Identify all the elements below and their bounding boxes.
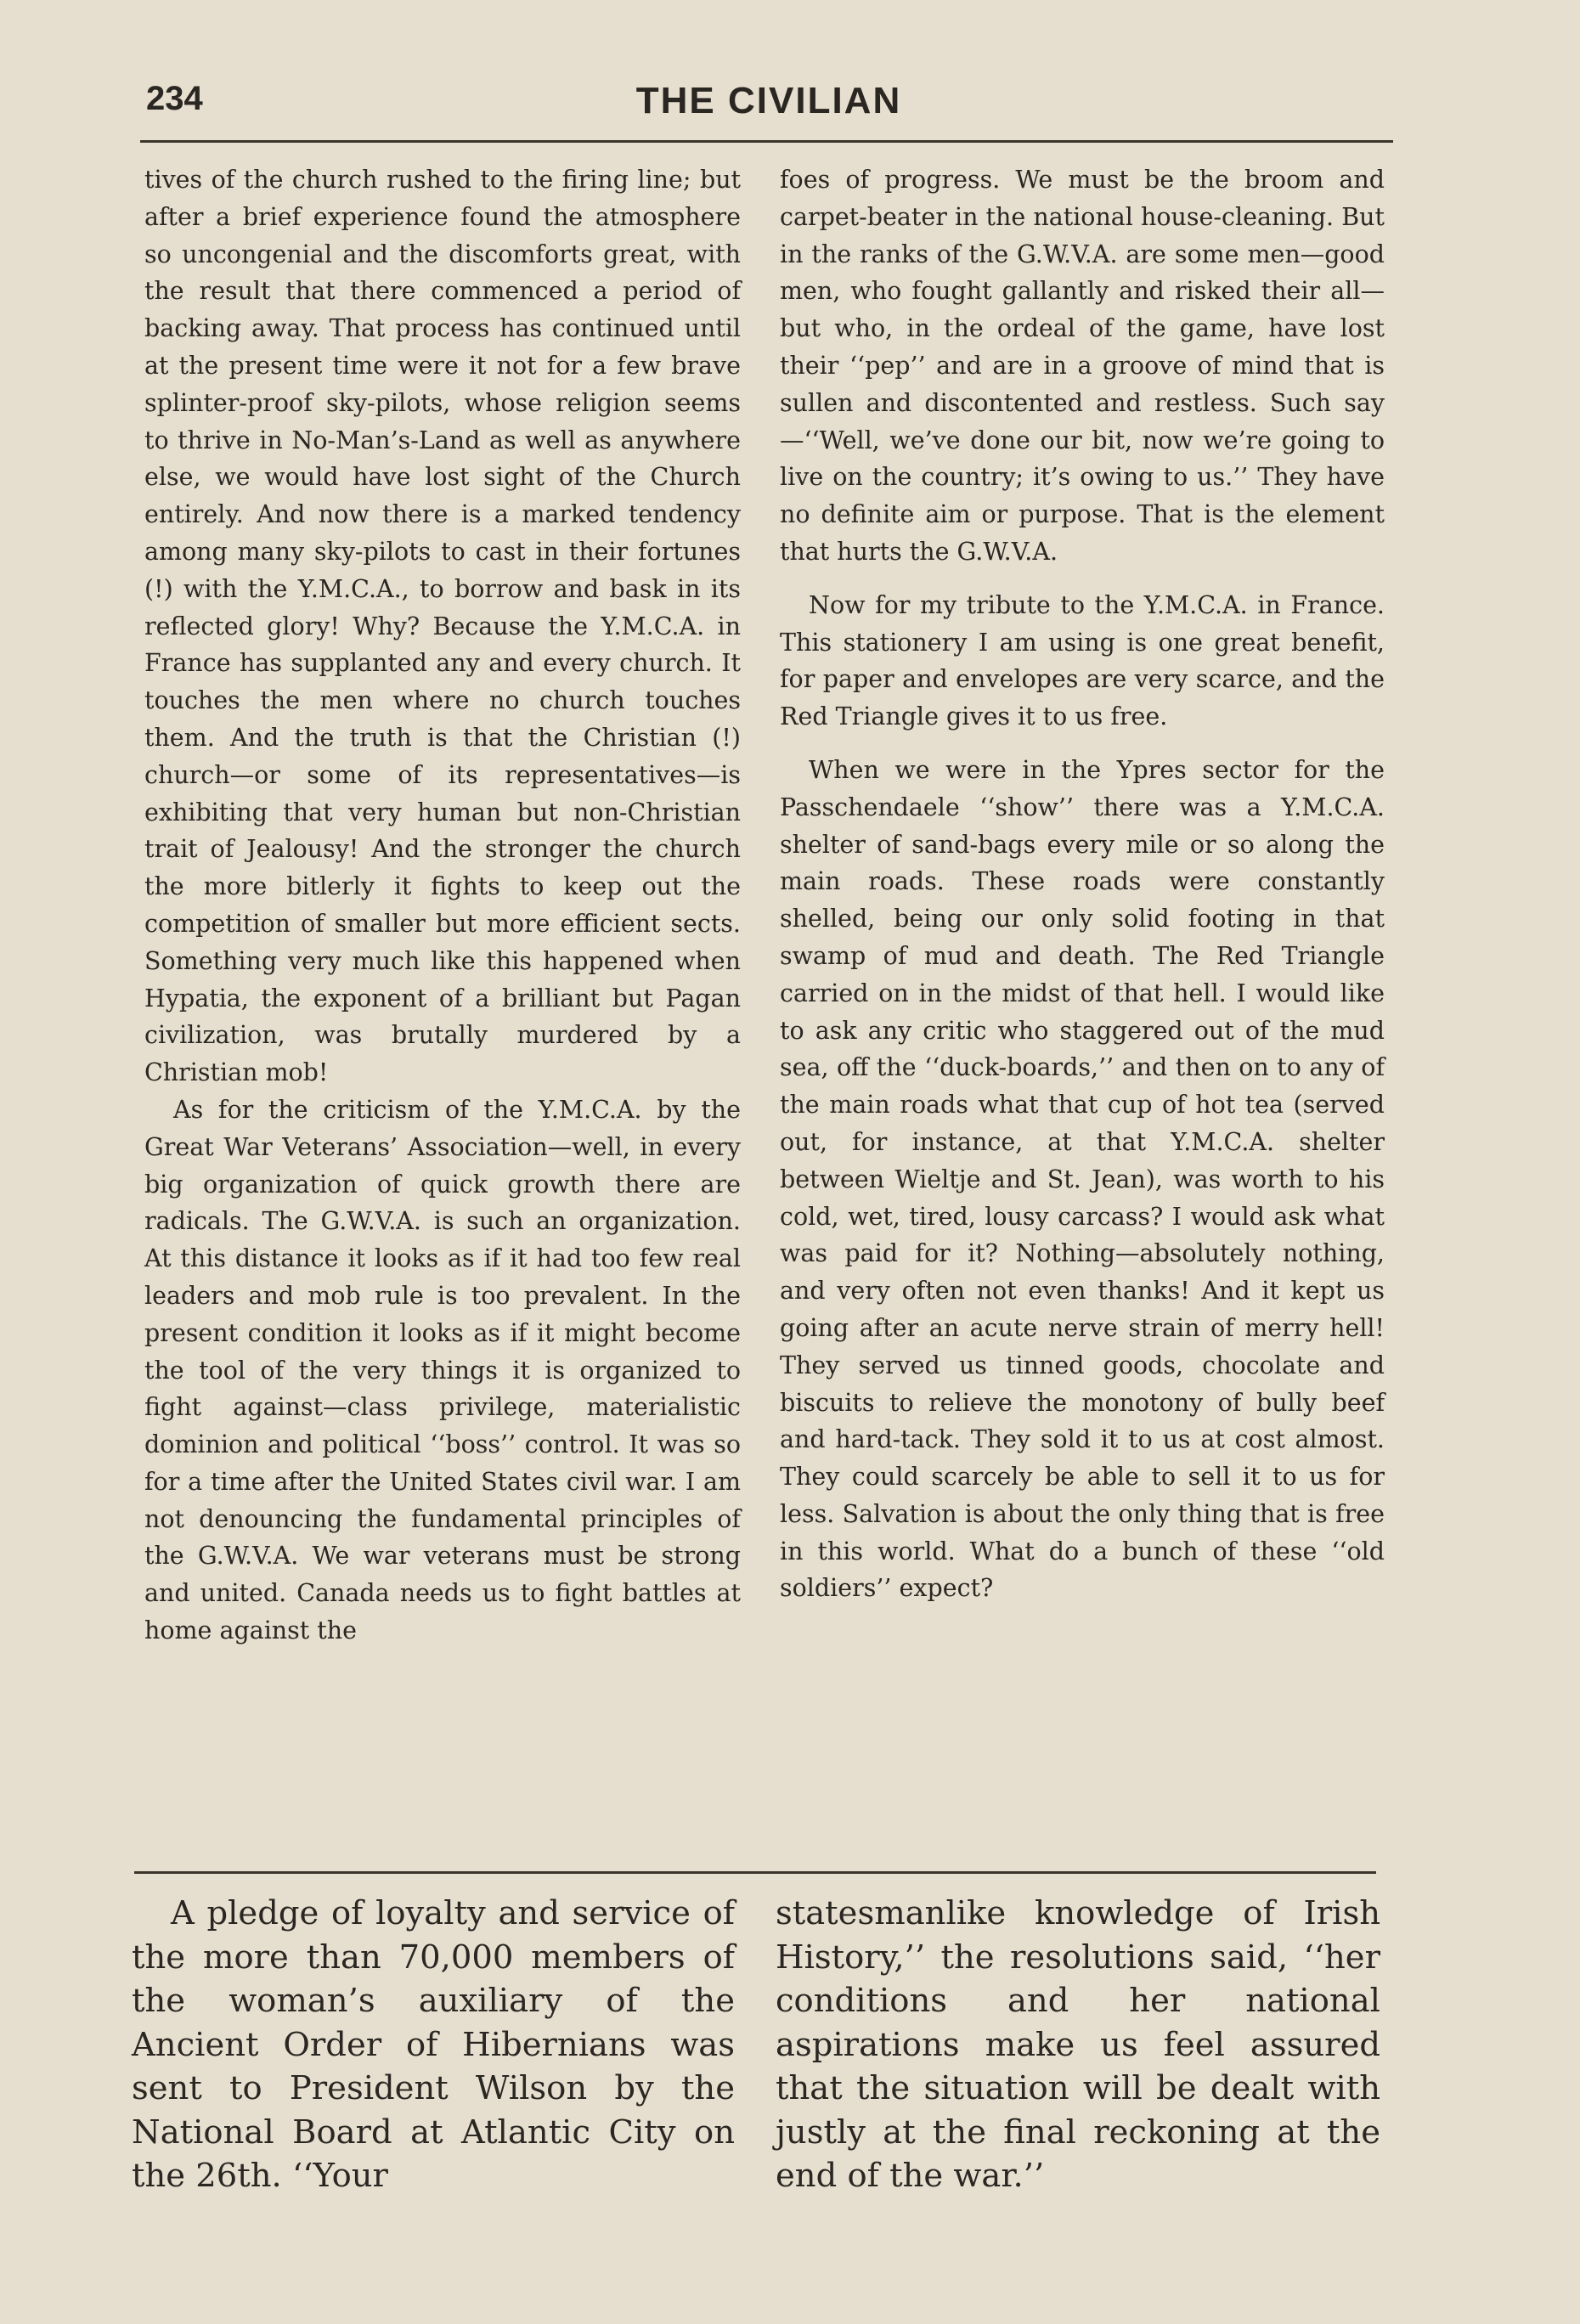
news-paragraph: A pledge of loyalty and service of the more than 70,000 members of the woman’s auxiliary of the Ancient Order of Hibernians was sent to President Wilson by the National Board at Atlantic City on the 26th. ‘‘Your [132, 1894, 735, 2195]
article-paragraph: When we were in the Ypres sector for the Passchendaele ‘‘show’’ there was a Y.M.C.A. shelter of sand-bags every mile or so along the main roads. These roads were constantly shelled, being our only solid footing in that swamp of mud and death. The Red Triangle carried on in the midst of that hell. I would like to ask any critic who staggered out of the mud sea, off the ‘‘duck-boards,’’ and then on to any of the main roads what that cup of hot tea (served out, for instance, at that Y.M.C.A. shelter between Wieltje and St. Jean), was worth to his cold, wet, tired, lousy carcass? I would ask what was paid for it? Nothing—absolutely nothing, and very often not even thanks! And it kept us going after an acute nerve strain of merry hell! They served us tinned goods, chocolate and biscuits to relieve the monotony of bully beef and hard-tack. They sold it to us at cost almost. They could scarcely be able to sell it to us for less. Salvation is about the only thing that is free in this world. What do a bunch of these ‘‘old soldiers’’ expect? [780, 755, 1385, 1603]
article-paragraph: As for the criticism of the Y.M.C.A. by the Great War Veterans’ Association—well, in every big organization of quick growth there are radicals. The G.W.V.A. is such an organization. At this distance it looks as if it had too few real leaders and mob rule is too prevalent. In the present condition it looks as if it might become the tool of the very things it is organized to fight against—class privilege, materialistic dominion and political ‘‘boss’’ control. It was so for a time after the United States civil war. I am not denouncing the fundamental principles of the G.W.V.A. We war veterans must be strong and united. Canada needs us to fight battles at home against the [144, 1095, 741, 1645]
news-paragraph: statesmanlike knowledge of Irish History,’’ the resolutions said, ‘‘her conditions and her national aspirations make us feel assured that the situation will be dealt with justly at the final reckoning at the end of the war.’’ [776, 1894, 1380, 2195]
header-rule [140, 140, 1393, 143]
page-header [144, 76, 1393, 136]
page-number: 234 [146, 80, 203, 117]
article-paragraph: foes of progress. We must be the broom and carpet-beater in the national house-cleaning. But in the ranks of the G.W.V.A. are some men—good men, who fought gallantly and risked their all—but who, in the ordeal of the game, have lost their ‘‘pep’’ and are in a groove of mind that is sullen and discontented and restless. Such say—‘‘Well, we’ve done our bit, now we’re going to live on the country; it’s owing to us.’’ They have no definite aim or purpose. That is the element that hurts the G.W.V.A. [780, 166, 1385, 566]
news-item-left-column [132, 1892, 735, 2198]
article-paragraph: Now for my tribute to the Y.M.C.A. in France. This stationery I am using is one great benefit, for paper and envelopes are very scarce, and the Red Triangle gives it to us free. [780, 590, 1385, 731]
article-right-column [780, 161, 1385, 1607]
news-item-right-column [776, 1892, 1380, 2198]
article-paragraph: tives of the church rushed to the firing line; but after a brief experience found the atmosphere so uncongenial and the discomforts great, with the result that there commenced a period of backing away. That process has continued until at the present time were it not for a few brave splinter-proof sky-pilots, whose religion seems to thrive in No-Man’s-Land as well as anywhere else, we would have lost sight of the Church entirely. And now there is a marked tendency among many sky-pilots to cast in their fortunes (!) with the Y.M.C.A., to borrow and bask in its reflected glory! Why? Because the Y.M.C.A. in France has supplanted any and every church. It touches the men where no church touches them. And the truth is that the Christian (!) church—or some of its representatives—is exhibiting that very human but non-Christian trait of Jealousy! And the stronger the church the more bitlerly it fights to keep out the competition of smaller but more efficient sects. Something very much like this happened when Hypatia, the exponent of a brilliant but Pagan civilization, was brutally murdered by a Christian mob! [144, 166, 741, 1087]
section-divider [134, 1871, 1376, 1874]
journal-title: THE CIVILIAN [635, 80, 902, 121]
article-left-column [144, 161, 741, 1650]
